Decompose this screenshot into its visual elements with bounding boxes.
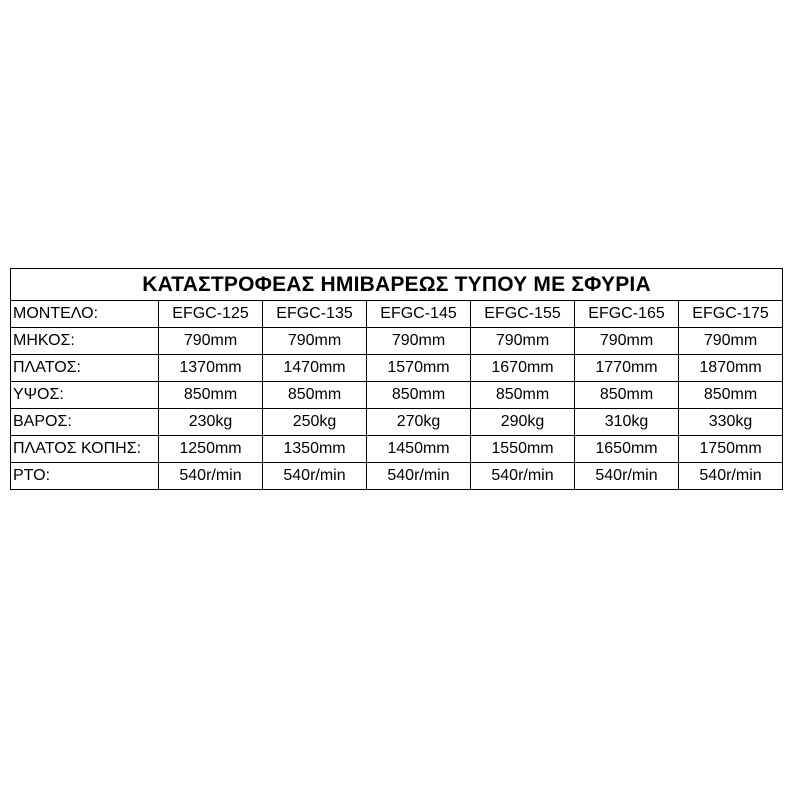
cell-value: 330kg <box>679 409 783 436</box>
row-label: ΠΛΑΤΟΣ ΚΟΠΗΣ: <box>11 436 159 463</box>
cell-value: 230kg <box>159 409 263 436</box>
cell-value: 1870mm <box>679 355 783 382</box>
row-label: ΥΨΟΣ: <box>11 382 159 409</box>
cell-value: 1250mm <box>159 436 263 463</box>
cell-value: 540r/min <box>263 463 367 490</box>
cell-value: 790mm <box>367 328 471 355</box>
cell-value: 1470mm <box>263 355 367 382</box>
cell-value: 540r/min <box>367 463 471 490</box>
cell-value: EFGC-125 <box>159 301 263 328</box>
title-row <box>11 269 783 301</box>
cell-value: 290kg <box>471 409 575 436</box>
cell-value: 850mm <box>575 382 679 409</box>
cell-value: 790mm <box>471 328 575 355</box>
cell-value: 790mm <box>263 328 367 355</box>
cell-value: 310kg <box>575 409 679 436</box>
spec-row-pto <box>11 463 783 490</box>
cell-value: EFGC-165 <box>575 301 679 328</box>
spec-table <box>10 268 783 490</box>
cell-value: EFGC-175 <box>679 301 783 328</box>
cell-value: EFGC-155 <box>471 301 575 328</box>
spec-row-cutting-width <box>11 436 783 463</box>
cell-value: 850mm <box>159 382 263 409</box>
cell-value: 1550mm <box>471 436 575 463</box>
row-label: ΜΟΝΤΕΛΟ: <box>11 301 159 328</box>
cell-value: 850mm <box>263 382 367 409</box>
cell-value: 250kg <box>263 409 367 436</box>
row-label: ΠΛΑΤΟΣ: <box>11 355 159 382</box>
cell-value: 270kg <box>367 409 471 436</box>
cell-value: EFGC-135 <box>263 301 367 328</box>
cell-value: 790mm <box>159 328 263 355</box>
cell-value: 1670mm <box>471 355 575 382</box>
cell-value: 1750mm <box>679 436 783 463</box>
cell-value: 1350mm <box>263 436 367 463</box>
cell-value: 790mm <box>679 328 783 355</box>
cell-value: 850mm <box>679 382 783 409</box>
table-title: ΚΑΤΑΣΤΡΟΦΕΑΣ ΗΜΙΒΑΡΕΩΣ ΤΥΠΟΥ ΜΕ ΣΦΥΡΙΑ <box>11 269 783 301</box>
cell-value: 1450mm <box>367 436 471 463</box>
cell-value: EFGC-145 <box>367 301 471 328</box>
spec-row-length <box>11 328 783 355</box>
cell-value: 540r/min <box>471 463 575 490</box>
cell-value: 540r/min <box>575 463 679 490</box>
spec-row-width <box>11 355 783 382</box>
cell-value: 1650mm <box>575 436 679 463</box>
cell-value: 850mm <box>367 382 471 409</box>
spec-row-weight <box>11 409 783 436</box>
row-label: ΒΑΡΟΣ: <box>11 409 159 436</box>
cell-value: 540r/min <box>679 463 783 490</box>
cell-value: 1570mm <box>367 355 471 382</box>
spec-row-height <box>11 382 783 409</box>
row-label: PTO: <box>11 463 159 490</box>
cell-value: 1370mm <box>159 355 263 382</box>
cell-value: 1770mm <box>575 355 679 382</box>
cell-value: 540r/min <box>159 463 263 490</box>
spec-row-model <box>11 301 783 328</box>
cell-value: 790mm <box>575 328 679 355</box>
cell-value: 850mm <box>471 382 575 409</box>
row-label: ΜΗΚΟΣ: <box>11 328 159 355</box>
